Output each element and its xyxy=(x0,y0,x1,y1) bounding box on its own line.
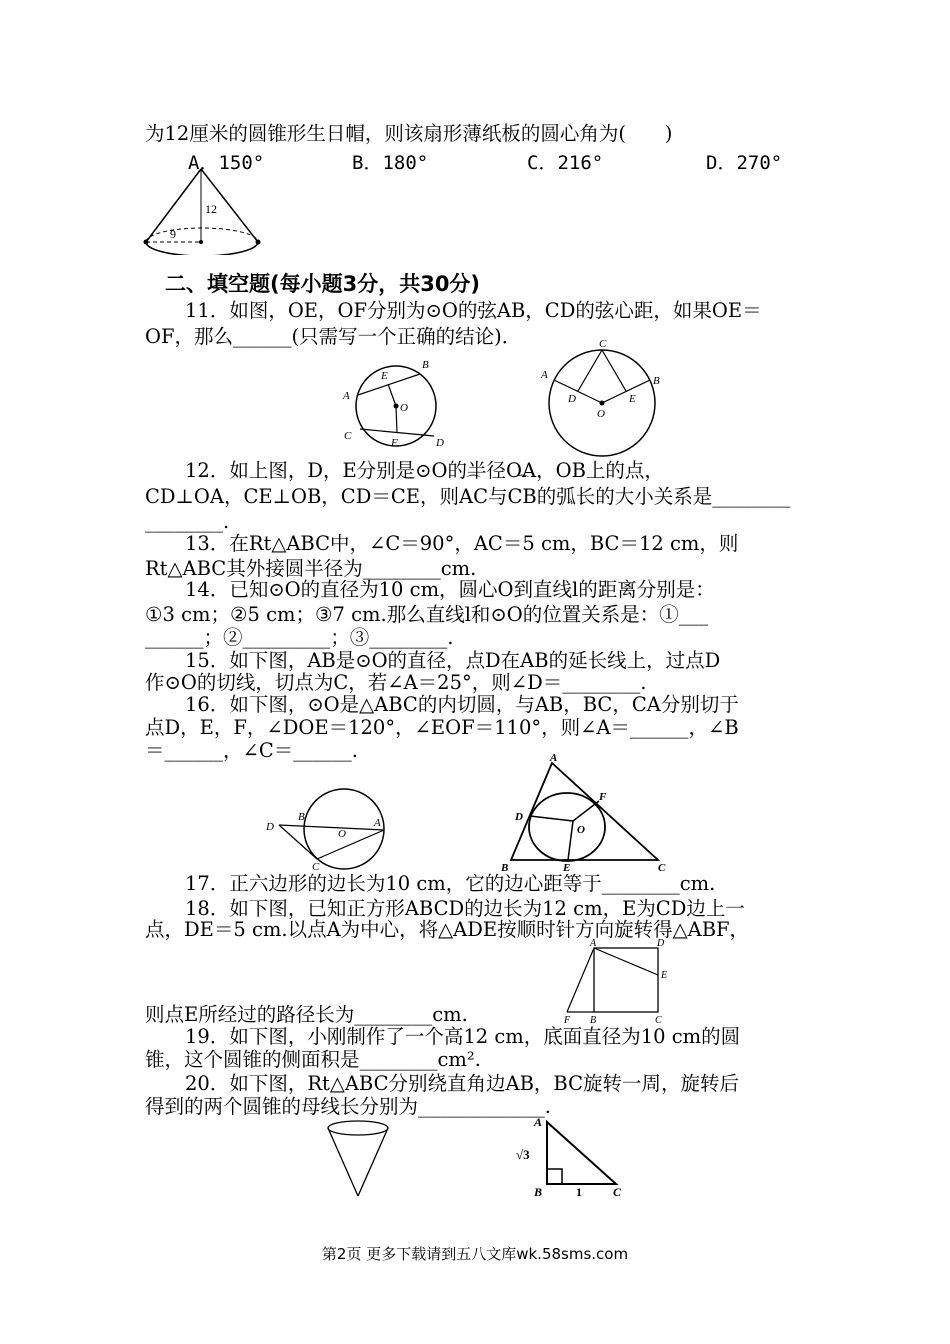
figure-label: B xyxy=(501,862,509,874)
q12-arc-ac: ⌒ AC xyxy=(459,484,488,510)
figure-label: A xyxy=(534,1115,543,1129)
q19-cone-figure xyxy=(322,1118,394,1200)
figure-label: D xyxy=(266,821,274,833)
figure-label: O xyxy=(597,408,605,420)
q10-tail: 为12厘米的圆锥形生日帽，则该扇形薄纸板的圆心角为( ) xyxy=(145,122,673,145)
q18-line3: 则点E所经过的路径长为________cm. xyxy=(145,1003,468,1026)
q11-figure-1 xyxy=(338,356,448,448)
q11-figure-2 xyxy=(535,336,670,458)
q12-line3: ________. xyxy=(145,510,230,533)
figure-label: C xyxy=(655,1015,662,1024)
q14-line1: 14．已知⊙O的直径为10 cm，圆心O到直线l的距离分别是： xyxy=(185,578,715,601)
figure-label: E xyxy=(563,862,571,874)
figure-label: E xyxy=(629,393,636,405)
q20-triangle-figure xyxy=(512,1114,630,1198)
q10-label-12: 12 xyxy=(205,202,217,216)
q12-line2: CD⊥OA，CE⊥OB，CD＝CE，则⌒ AC与⌒ CB的弧长的大小关系是________ xyxy=(145,484,790,510)
q15-line2: 作⊙O的切线，切点为C，若∠A＝25°，则∠D＝________. xyxy=(145,671,647,694)
q17-line1: 17．正六边形的边长为10 cm，它的边心距等于________cm. xyxy=(185,872,716,895)
figure-label: O xyxy=(338,828,346,840)
q20-line2: 得到的两个圆锥的母线长分别为_____________. xyxy=(145,1095,551,1118)
q20-line1: 20．如下图，Rt△ABC分别绕直角边AB，BC旋转一周，旋转后 xyxy=(185,1072,740,1095)
q10-label-9: 9 xyxy=(170,227,176,241)
figure-label: B xyxy=(422,359,429,371)
figure-label: D xyxy=(657,938,665,949)
figure-label: B xyxy=(590,1015,597,1024)
figure-label: C xyxy=(312,861,320,871)
q19-line2: 锥，这个圆锥的侧面积是________cm². xyxy=(145,1048,481,1071)
figure-label: C xyxy=(658,862,666,874)
q11-line1: 11．如图，OE，OF分别为⊙O的弦AB，CD的弦心距，如果OE＝ xyxy=(185,299,762,322)
figure-label: B xyxy=(534,1185,543,1198)
q18-line2: 点，DE＝5 cm.以点A为中心，将△ADE按顺时针方向旋转得△ABF， xyxy=(145,918,750,941)
q10-option-b: B．180° xyxy=(352,152,429,174)
figure-label: D xyxy=(568,393,576,405)
figure-label: O xyxy=(400,402,408,414)
q18-line1: 18．如下图，已知正方形ABCD的边长为12 cm，E为CD边上一 xyxy=(185,897,745,920)
figure-label: E xyxy=(661,970,668,981)
q10-option-c: C．216° xyxy=(527,152,604,174)
figure-label: C xyxy=(613,1185,622,1198)
figure-label: F xyxy=(391,437,398,448)
q10-option-d: D．270° xyxy=(706,152,783,174)
figure-label: D xyxy=(436,437,444,448)
figure-label: E xyxy=(381,370,388,382)
q16-line3: ＝______，∠C＝______. xyxy=(145,739,358,762)
q16-line1: 16．如下图，⊙O是△ABC的内切圆，与AB，BC，CA分别切于 xyxy=(185,693,739,716)
q15-figure xyxy=(262,786,387,871)
figure-label: C xyxy=(599,338,607,350)
section-title: 二、填空题(每小题3分，共30分) xyxy=(165,272,481,296)
q12-line1: 12．如上图，D，E分别是⊙O的半径OA，OB上的点， xyxy=(185,459,664,482)
q10-cone-figure xyxy=(138,165,268,255)
figure-label: A xyxy=(343,390,350,402)
figure-label: O xyxy=(577,824,585,836)
q10-option-a: A．150° xyxy=(188,152,265,174)
figure-label: F xyxy=(599,791,607,803)
figure-label: B xyxy=(298,811,305,823)
q18-figure xyxy=(560,938,680,1024)
q16-figure xyxy=(495,753,675,878)
q13-line2: Rt△ABC其外接圆半径为________cm. xyxy=(145,557,477,580)
q12-arc-cb: ⌒ CB xyxy=(508,484,537,510)
q13-line1: 13．在Rt△ABC中，∠C＝90°，AC＝5 cm，BC＝12 cm，则 xyxy=(185,532,739,555)
page-footer: 第2页 更多下载请到五八文库wk.58sms.com xyxy=(321,1245,629,1263)
q14-line3: ______；②_________；③________. xyxy=(145,626,454,649)
figure-label: A xyxy=(541,369,548,381)
q19-line1: 19．如下图，小刚制作了一个高12 cm，底面直径为10 cm的圆 xyxy=(185,1025,741,1048)
q14-line2: ①3 cm；②5 cm；③7 cm.那么直线l和⊙O的位置关系是：①___ xyxy=(145,603,709,626)
figure-label: A xyxy=(590,938,597,949)
figure-label: C xyxy=(344,430,352,442)
figure-label: A xyxy=(550,753,558,764)
figure-label: B xyxy=(653,375,660,387)
figure-label: F xyxy=(564,1015,571,1024)
figure-label: D xyxy=(515,811,523,823)
figure-label: A xyxy=(374,817,381,829)
q16-line2: 点D，E，F，∠DOE＝120°，∠EOF＝110°，则∠A＝______，∠B xyxy=(145,716,739,739)
q11-line2: OF，那么______(只需写一个正确的结论)． xyxy=(145,325,522,348)
figure-label: √3 xyxy=(516,1147,530,1162)
q15-line1: 15．如下图，AB是⊙O的直径，点D在AB的延长线上，过点D xyxy=(185,649,721,672)
figure-label: 1 xyxy=(576,1185,582,1198)
